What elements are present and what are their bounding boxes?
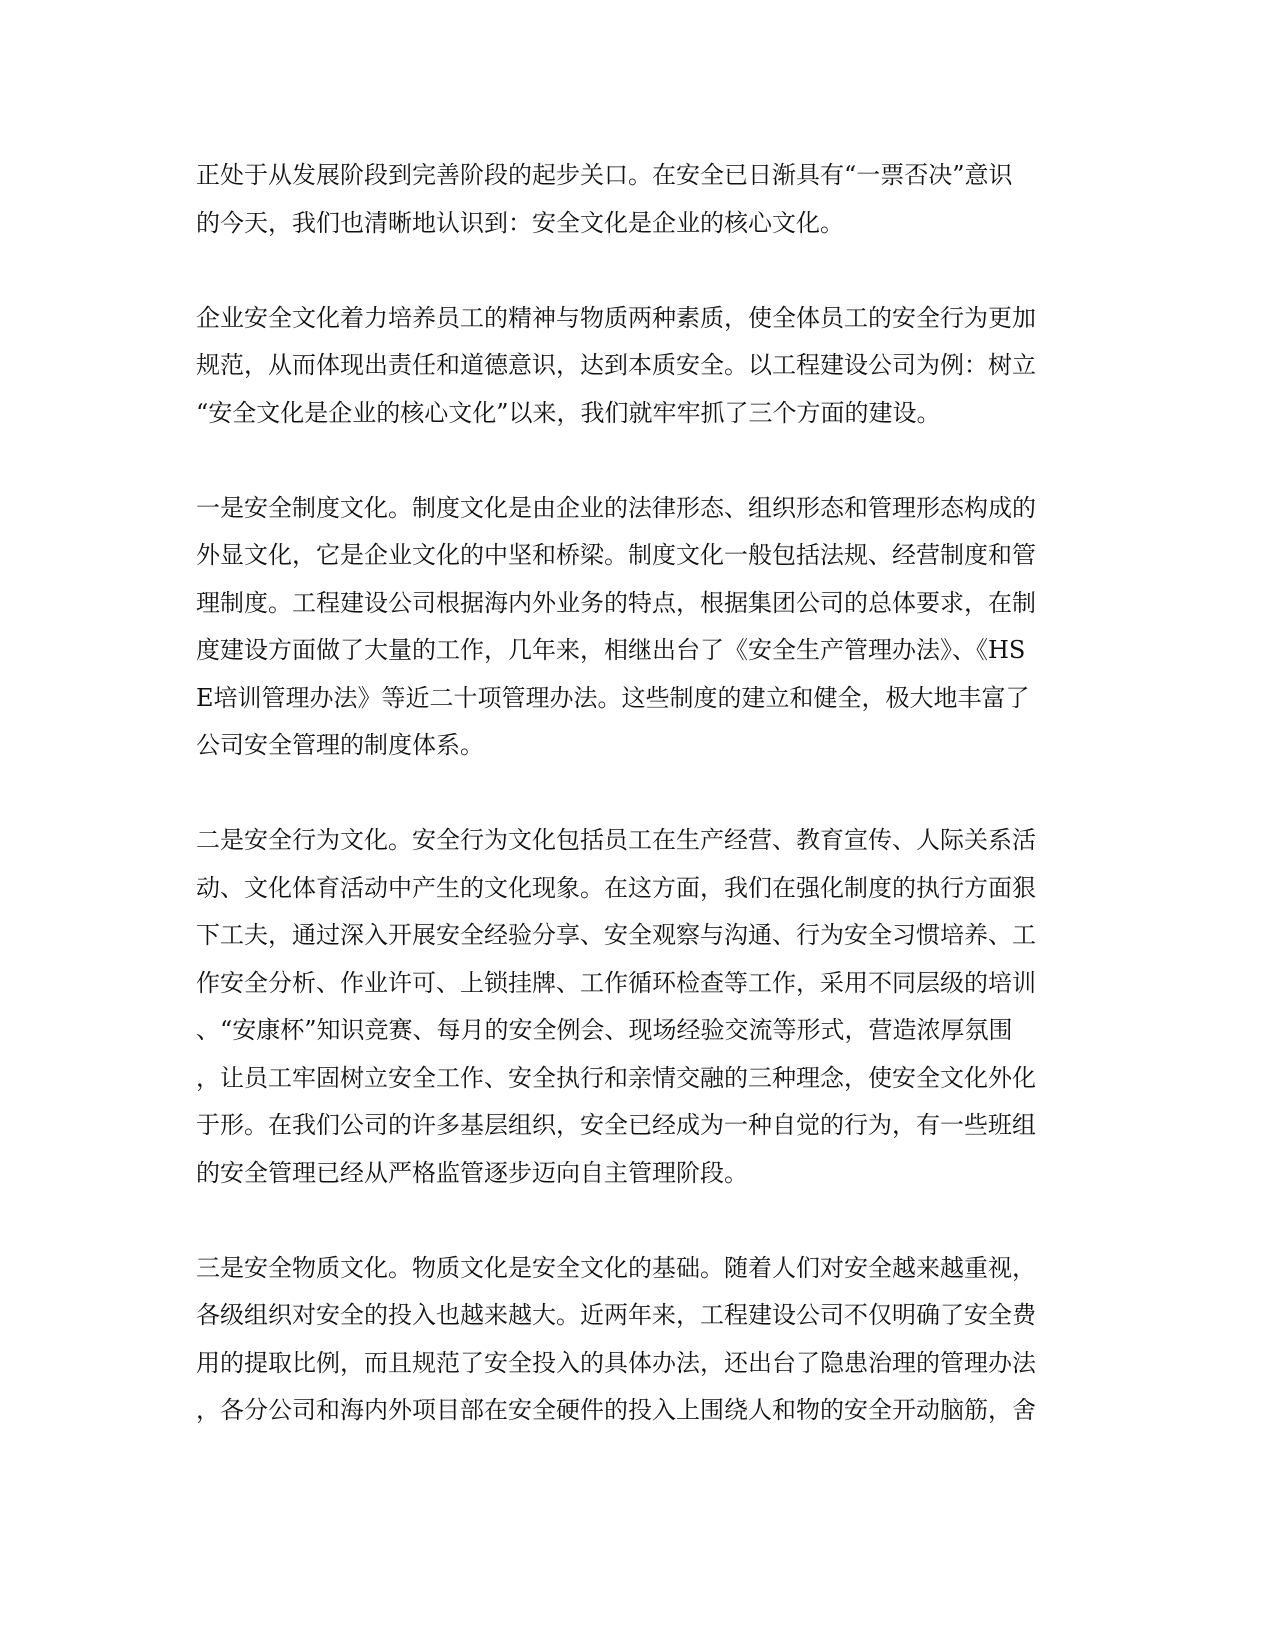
text-line: “安全文化是企业的核心文化”以来，我们就牢牢抓了三个方面的建设。	[196, 398, 941, 427]
text-line: 企业安全文化着力培养员工的精神与物质两种素质，使全体员工的安全行为更加	[196, 303, 1036, 332]
text-line: 的今天，我们也清晰地认识到：安全文化是企业的核心文化。	[196, 208, 844, 237]
paragraph-3	[196, 485, 1076, 770]
text-line: 各级组织对安全的投入也越来越大。近两年来，工程建设公司不仅明确了安全费	[196, 1301, 1036, 1329]
paragraph-1	[196, 152, 1076, 247]
text-line: 的安全管理已经从严格监管逐步迈向自主管理阶段。	[196, 1158, 748, 1187]
text-line: 下工夫，通过深入开展安全经验分享、安全观察与沟通、行为安全习惯培养、工	[196, 921, 1036, 949]
text-line: 理制度。工程建设公司根据海内外业务的特点，根据集团公司的总体要求，在制	[196, 588, 1036, 617]
text-line: 外显文化，它是企业文化的中坚和桥梁。制度文化一般包括法规、经营制度和管	[196, 541, 1036, 569]
document-body	[196, 152, 1076, 1482]
text-line: E培训管理办法》等近二十项管理办法。这些制度的建立和健全，极大地丰富了	[196, 683, 1030, 712]
text-line: 、“安康杯”知识竞赛、每月的安全例会、现场经验交流等形式，营造浓厚氛围	[196, 1016, 1013, 1044]
text-line: 动、文化体育活动中产生的文化现象。在这方面，我们在强化制度的执行方面狠	[196, 873, 1036, 902]
text-line: 公司安全管理的制度体系。	[196, 731, 484, 759]
paragraph-2	[196, 295, 1076, 438]
text-line: 一是安全制度文化。制度文化是由企业的法律形态、组织形态和管理形态构成的	[196, 493, 1036, 522]
text-line: 于形。在我们公司的许多基层组织，安全已经成为一种自觉的行为，有一些班组	[196, 1111, 1036, 1139]
paragraph-5	[196, 1245, 1076, 1435]
text-line: 作安全分析、作业许可、上锁挂牌、工作循环检查等工作，采用不同层级的培训	[196, 968, 1036, 997]
text-line: 三是安全物质文化。物质文化是安全文化的基础。随着人们对安全越来越重视，	[196, 1253, 1036, 1282]
text-line: 用的提取比例，而且规范了安全投入的具体办法，还出台了隐患治理的管理办法	[196, 1348, 1036, 1377]
text-line: 度建设方面做了大量的工作，几年来，相继出台了《安全生产管理办法》、《HS	[196, 636, 1026, 664]
paragraph-4	[196, 817, 1076, 1197]
text-line: 二是安全行为文化。安全行为文化包括员工在生产经营、教育宣传、人际关系活	[196, 826, 1036, 854]
text-line: 规范，从而体现出责任和道德意识，达到本质安全。以工程建设公司为例：树立	[196, 351, 1036, 379]
text-line: ，各分公司和海内外项目部在安全硬件的投入上围绕人和物的安全开动脑筋，舍	[196, 1396, 1036, 1424]
text-line: ，让员工牢固树立安全工作、安全执行和亲情交融的三种理念，使安全文化外化	[196, 1063, 1036, 1092]
text-line: 正处于从发展阶段到完善阶段的起步关口。在安全已日渐具有“一票否决”意识	[196, 161, 1013, 189]
